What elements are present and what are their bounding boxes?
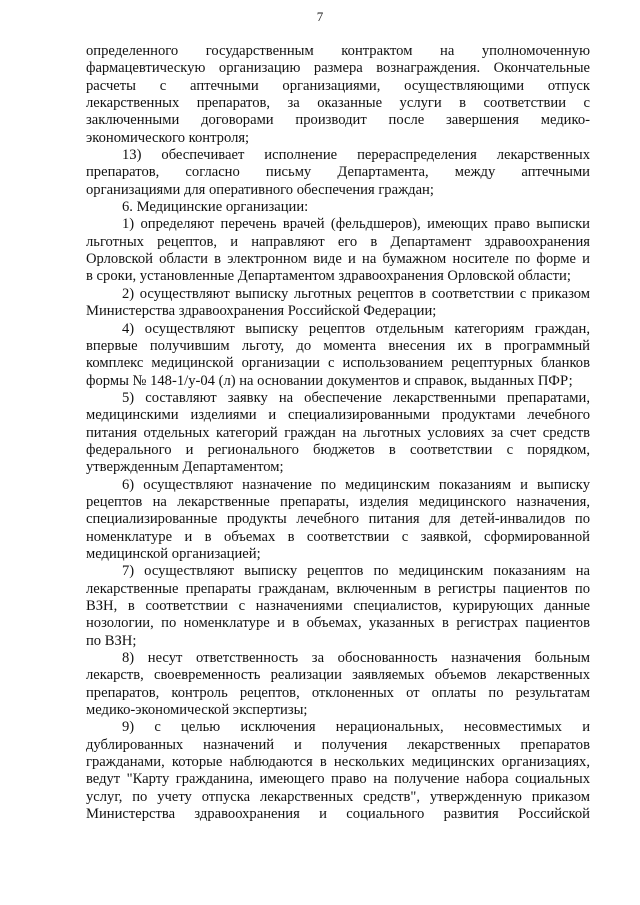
text-line: определенного государственным контрактом на уполномоченную xyxy=(86,43,590,59)
text-line: рецептов на лекарственные препараты, изделия медицинского назначения, xyxy=(86,493,590,510)
text-line: 2) осуществляют выписку льготных рецептов в соответствии с приказом xyxy=(122,285,590,302)
text-line: в сроки, установленные Департаментом здравоохранения Орловской области; xyxy=(86,268,571,285)
text-line: фармацевтическую организацию размера вознаграждения. Окончательные xyxy=(86,60,590,77)
text-line: специализированные продукты лечебного питания для детей-инвалидов по xyxy=(86,511,590,528)
text-line: организациями для оперативного обеспечения граждан; xyxy=(86,181,434,198)
text-line: 4) осуществляют выписку рецептов отдельным категориям граждан, xyxy=(122,320,590,337)
text-line: Министерства здравоохранения и социального развития Российской xyxy=(86,806,590,823)
text-line: препаратов, контроль рецептов, отклоненных от оплаты по результатам xyxy=(86,684,590,701)
text-line: 1) определяют перечень врачей (фельдшеров), имеющих право выписки xyxy=(122,216,590,233)
text-line: медико-экономической экспертизы; xyxy=(86,702,308,719)
text-line: заключенными договорами производит после завершения медико- xyxy=(86,112,590,129)
text-line: формы № 148-1/у-04 (л) на основании документов и справок, выданных ПФР; xyxy=(86,372,573,389)
text-line: лекарственных препаратов, за оказанные услуги в соответствии с xyxy=(86,95,590,112)
text-line: экономического контроля; xyxy=(86,129,250,146)
text-line: по ВЗН; xyxy=(86,632,137,649)
text-line: 7) осуществляют выписку рецептов по медицинским показаниям на xyxy=(122,563,590,580)
text-line: 6. Медицинские организации: xyxy=(122,199,309,216)
page-number: 7 xyxy=(316,9,324,24)
text-line: Орловской области в электронном виде и на бумажном носителе по форме и xyxy=(86,251,590,268)
text-line: федерального и регионального бюджетов в соответствии с порядком, xyxy=(86,441,590,458)
text-line: медицинскими изделиями и специализированными продуктами лечебного xyxy=(86,407,590,424)
text-line: льготных рецептов, и направляют его в Департамент здравоохранения xyxy=(86,233,590,250)
text-line: питания отдельных категорий граждан на льготных условиях за счет средств xyxy=(86,424,590,441)
text-line: ВЗН, в соответствии с назначениями специалистов, курирующих данные xyxy=(86,598,590,614)
text-line: 8) несут ответственность за обоснованность назначения больным xyxy=(122,650,590,667)
text-line: медицинской организацией; xyxy=(86,545,261,562)
text-line: номенклатуре и в объемах в соответствии с заявкой, сформированной xyxy=(86,528,590,545)
text-line: 5) составляют заявку на обеспечение лекарственными препаратами, xyxy=(122,389,590,406)
text-line: утвержденным Департаментом; xyxy=(86,459,284,476)
text-line: 9) с целью исключения нерациональных, несовместимых и xyxy=(122,719,590,736)
text-line: 13) обеспечивает исполнение перераспределения лекарственных xyxy=(122,147,590,164)
text-line: 6) осуществляют назначение по медицинским показаниям и выписку xyxy=(122,476,590,493)
text-line: лекарственные препараты гражданам, включенным в регистры пациентов по xyxy=(86,580,590,597)
text-line: препаратов, согласно письму Департамента, между аптечными xyxy=(86,164,590,181)
text-line: ведут "Карту гражданина, имеющего право на получение набора социальных xyxy=(86,771,590,788)
text-line: расчеты с аптечными организациями, осуществляющими отпуск xyxy=(86,77,590,94)
text-line: дублированных назначений и получения лекарственных препаратов xyxy=(86,736,590,753)
text-line: впервые получившим льготу, до момента внесения их в программный xyxy=(86,337,590,354)
text-line: нозологии, по номенклатуре и в объемах, указанных в регистрах пациентов xyxy=(86,615,590,632)
text-line: Министерства здравоохранения Российской Федерации; xyxy=(86,303,437,320)
document-body xyxy=(86,43,590,823)
text-line: услуг, по учету отпуска лекарственных средств", утвержденную приказом xyxy=(86,788,590,805)
text-line: гражданами, которые наблюдаются в нескольких медицинских организациях, xyxy=(86,754,590,771)
text-line: лекарств, своевременность реализации заявляемых объемов лекарственных xyxy=(86,667,590,684)
text-line: комплекс медицинской организации с использованием рецептурных бланков xyxy=(86,355,590,372)
